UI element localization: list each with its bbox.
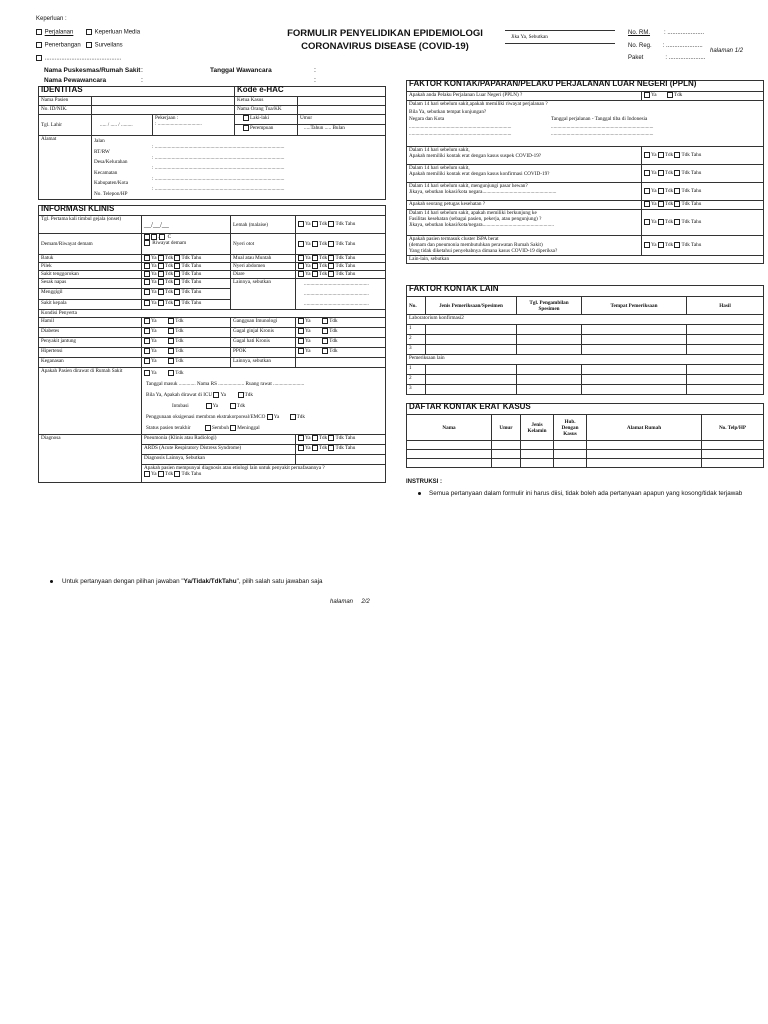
table-row[interactable]: 2 bbox=[407, 335, 764, 345]
batuk-label: Batuk bbox=[39, 255, 142, 263]
no-id-label: No. ID/NIK. bbox=[39, 106, 92, 115]
col-hubungan: Hub. Dengan Kasus bbox=[554, 415, 587, 441]
ppok-options[interactable]: Ya Tdk bbox=[296, 348, 386, 358]
tgl-wawancara-colon: : bbox=[314, 67, 316, 74]
diare-label: Diare bbox=[231, 271, 296, 279]
col-umur: Umur bbox=[492, 415, 521, 441]
nama-ortu-label: Nama Orang Tua/KK bbox=[235, 106, 298, 115]
tgl-lahir-label: Tgl. Lahir bbox=[39, 115, 92, 136]
col-jenis: Jenis Pemeriksaan/Spesimen bbox=[426, 297, 517, 315]
sakit-tenggorokan-options[interactable]: Ya Tdk Tdk Tahu bbox=[142, 271, 231, 279]
hati-options[interactable]: Ya Tdk bbox=[296, 338, 386, 348]
table-row[interactable] bbox=[407, 441, 764, 450]
table-row[interactable] bbox=[407, 459, 764, 468]
nyeri-otot-options[interactable]: Ya Tdk Tdk Tahu bbox=[296, 234, 386, 255]
tgl-gejala-label: Tgl. Pertama kali timbul gejala (onset) bbox=[39, 216, 142, 234]
hipertensi-label: Hipertensi bbox=[39, 348, 142, 358]
q-cluster-label: Apakah pasien termasuk cluster ISPA berat (demam dan pneumonia membutuhkan perawatan Rumah Sakit) Yang tidak diketahui penyebabnya dimana kasus COVID-19 diperiksa? bbox=[407, 236, 642, 256]
instruksi-text: Semua pertanyaan dalam formulir ini harus diisi, tidak boleh ada pertanyaan apapun yang kosong/tidak terjawab bbox=[418, 489, 748, 498]
q-lain-lain-label[interactable]: Lain-lain, sebutkan bbox=[407, 256, 764, 264]
opt-penerbangan[interactable]: Penerbangan bbox=[36, 42, 81, 50]
kontak-lain-title: FAKTOR KONTAK LAIN bbox=[407, 286, 764, 297]
sesak-label: Sesak napas bbox=[39, 279, 142, 289]
tgl-lahir-field[interactable]: ..... / ..... / .........Pekerjaan : : .................................. bbox=[92, 115, 235, 136]
table-row[interactable]: 3 bbox=[407, 345, 764, 355]
q-suspek-options[interactable]: Ya Tdk Tdk Tahu bbox=[642, 147, 764, 165]
kontak-erat-title: DAFTAR KONTAK ERAT KASUS bbox=[407, 404, 764, 415]
opt-surveilans[interactable]: Surveilans bbox=[86, 42, 123, 50]
ppok-label: PPOK bbox=[231, 348, 296, 358]
sakit-tenggorokan-label: Sakit tenggorokan bbox=[39, 271, 142, 279]
q-faskes-label: Dalam 14 hari sebelum sakit, apakah memiliki berkunjung ke Fasilitas kesehatan (sebagai pasien, pekerja, atau pengunjung) ? Jikaya, sebutkan lokasi/kota/negara....................................................... bbox=[407, 210, 642, 236]
imunologi-label: Gangguan Imunologi bbox=[231, 318, 296, 328]
pewawancara-label: Nama Pewawancara bbox=[44, 77, 107, 84]
alamat-label: Alamat bbox=[39, 136, 92, 200]
q-petugas-options[interactable]: Ya Tdk Tdk Tahu bbox=[642, 201, 764, 210]
q-riwayat-perjalanan[interactable]: Dalam 14 hari sebelum sakit,apakah memiliki riwayat perjalanan ? Bila Ya, sebutkan tempat kunjungan? Negara dan Kota Tanggal perjalanan - Tanggal tiba di Indonesia ............................................................................... ............................................................................... ............................................................................... ............................................................................... bbox=[407, 101, 764, 147]
faktor-section bbox=[406, 80, 768, 264]
col-telp: No. Telp/HP bbox=[702, 415, 764, 441]
table-row[interactable]: 1 bbox=[407, 325, 764, 335]
keperluan-label: Keperluan : bbox=[36, 16, 67, 22]
ards-options[interactable]: Ya Tdk Tdk Tahu bbox=[296, 445, 386, 455]
etiologi-field[interactable]: Apakah pasien mempunyai diagnosis atau etiologi lain untuk penyakit pernafasannya ? Ya Tdk Tdk Tahu bbox=[142, 465, 386, 483]
dirawat-label: Apakah Pasien dirawat di Rumah Sakit bbox=[39, 368, 142, 435]
opt-keperluan-media[interactable]: Keperluan Media bbox=[86, 29, 140, 37]
instruksi-title: INSTRUKSI : bbox=[406, 479, 442, 485]
lainnya-label: Lainnya, sebutkan bbox=[231, 279, 296, 310]
diabetes-options[interactable]: Ya Tdk bbox=[142, 328, 231, 338]
hamil-options[interactable]: Ya Tdk bbox=[142, 318, 231, 328]
batuk-options[interactable]: Ya Tdk Tdk Tahu bbox=[142, 255, 231, 263]
demam-field[interactable]: . C Riwayat demam bbox=[142, 234, 231, 255]
demam-label: Demam/Riwayat demam bbox=[39, 234, 142, 255]
ketua-kasus-field[interactable] bbox=[298, 97, 386, 106]
q-ppln-label: Apakah anda Pelaku Perjalanan Luar Negeri (PPLN) ? bbox=[407, 92, 642, 101]
alamat-field[interactable]: Jalan RT/RW Desa/Kelurahan Kecamatan Kabupaten/Kota No. Telepon/HP : .................................................................................................... : .................................................................................................... : .................................................................................................... : .................................................................................................... : .................................................................................................... bbox=[92, 136, 386, 200]
pilek-options[interactable]: Ya Tdk Tdk Tahu bbox=[142, 263, 231, 271]
jantung-label: Penyakit jantung bbox=[39, 338, 142, 348]
sakit-kepala-options[interactable]: Ya Tdk Tdk Tahu bbox=[142, 299, 231, 309]
q-pasar-hewan-options[interactable]: Ya Tdk Tdk Tahu bbox=[642, 183, 764, 201]
nama-pasien-field[interactable] bbox=[92, 97, 235, 106]
keganasan-options[interactable]: Ya Tdk bbox=[142, 358, 231, 368]
col-no: No. bbox=[407, 297, 426, 315]
pneumonia-label: Pneumonia (Klinis atau Radiologi) bbox=[142, 435, 296, 445]
col-tempat: Tempat Pemeriksaan bbox=[582, 297, 687, 315]
kontak-erat-section bbox=[406, 403, 768, 468]
col-tgl: Tgl. Pengambilan Spesimen bbox=[517, 297, 582, 315]
lab-konfirmasi-label: Laboratorium konfirmasi2 bbox=[407, 315, 764, 325]
kondisi-penyerta-label: Kondisi Penyerta bbox=[39, 310, 386, 318]
lainnya-kondisi-label: Lainnya, sebutkan bbox=[231, 358, 296, 368]
no-id-field[interactable] bbox=[92, 106, 235, 115]
klinis-section bbox=[38, 205, 386, 483]
hati-label: Gagal hati Kronis bbox=[231, 338, 296, 348]
diagnosa-label: Diagnosa bbox=[39, 435, 142, 483]
pilek-label: Pilek bbox=[39, 263, 142, 271]
lemah-options[interactable]: Ya Tdk Tdk Tahu bbox=[296, 216, 386, 234]
tgl-wawancara-label: Tanggal Wawancara bbox=[210, 67, 272, 74]
ketua-kasus-label: Ketua Kasus bbox=[235, 97, 298, 106]
paket-label: Paket : ...................... bbox=[628, 55, 706, 61]
puskesmas-colon: : bbox=[141, 67, 143, 74]
q-konfirmasi-label: Dalam 14 hari sebelum sakit, Apakah memiliki kontak erat dengan kasus konfirmasi COVID-19? bbox=[407, 165, 642, 183]
form-subtitle: CORONAVIRUS DISEASE (COVID-19) bbox=[301, 41, 469, 52]
ginjal-options[interactable]: Ya Tdk bbox=[296, 328, 386, 338]
no-rm-label: No. RM. : ...................... bbox=[628, 30, 705, 36]
nama-ortu-field[interactable] bbox=[298, 106, 386, 115]
nyeri-otot-label: Nyeri otot bbox=[231, 234, 296, 255]
diabetes-label: Diabetes bbox=[39, 328, 142, 338]
jantung-options[interactable]: Ya Tdk bbox=[142, 338, 231, 348]
faktor-title: FAKTOR KONTAK/PAPARAN/PELAKU PERJALANAN LUAR NEGERI (PPLN) bbox=[407, 81, 764, 92]
tgl-wawancara-colon-2: : bbox=[314, 77, 316, 84]
sakit-kepala-label: Sakit kepala bbox=[39, 299, 142, 309]
table-row[interactable] bbox=[407, 450, 764, 459]
klinis-title: INFORMASI KLINIS bbox=[39, 206, 386, 216]
jika-ya-box: Jika Ya, Sebutkan bbox=[505, 30, 615, 44]
mual-label: Mual atau Muntah bbox=[231, 255, 296, 263]
q-konfirmasi-options[interactable]: Ya Tdk Tdk Tahu bbox=[642, 165, 764, 183]
sesak-options[interactable]: Ya Tdk Tdk Tahu bbox=[142, 279, 231, 289]
kode-ehac-title: Kode e-HAC bbox=[235, 87, 386, 97]
lemah-label: Lemah (malaise) bbox=[231, 216, 296, 234]
jenis-kelamin-field[interactable]: Laki-laki Perempuan bbox=[235, 115, 298, 136]
pneumonia-options[interactable]: Ya Tdk Tdk Tahu bbox=[296, 435, 386, 445]
table-row[interactable]: 1 bbox=[407, 365, 764, 375]
opt-perjalanan[interactable]: Perjalanan bbox=[36, 29, 73, 37]
opt-lainnya[interactable]: .............................................. bbox=[36, 55, 121, 63]
table-row[interactable]: 3 bbox=[407, 385, 764, 395]
page-number-1: halaman 1/2 bbox=[710, 48, 744, 54]
tgl-gejala-field[interactable]: __/__/__ bbox=[142, 216, 231, 234]
puskesmas-label: Nama Puskesmas/Rumah Sakit bbox=[44, 67, 141, 74]
umur-field[interactable]: Umur .....Tahun ..... Bulan bbox=[298, 115, 386, 136]
pewawancara-colon: : bbox=[141, 77, 143, 84]
q-pasar-hewan-label: Dalam 14 hari sebelum sakit, mengunjungi pasar hewan? Jikaya, sebutkan lokasi/kota negara......................................................... bbox=[407, 183, 642, 201]
hamil-label: Hamil bbox=[39, 318, 142, 328]
q-ppln-options[interactable]: Ya Tdk bbox=[642, 92, 764, 101]
table-row[interactable]: 2 bbox=[407, 375, 764, 385]
diag-lain-label: Diagnosis Lainnya, Sebutkan bbox=[142, 455, 296, 465]
col-alamat: Alamat Rumah bbox=[587, 415, 702, 441]
mual-options[interactable]: Ya Tdk Tdk Tahu bbox=[296, 255, 386, 263]
col-hasil: Hasil bbox=[687, 297, 764, 315]
q-faskes-options[interactable]: Ya Tdk Tdk Tahu bbox=[642, 210, 764, 236]
identitas-section bbox=[38, 86, 386, 200]
col-nama: Nama bbox=[407, 415, 492, 441]
keganasan-label: Keganasan bbox=[39, 358, 142, 368]
q-petugas-label: Apakah seorang petugas kesehatan ? bbox=[407, 201, 642, 210]
q-suspek-label: Dalam 14 hari sebelum sakit, Apakah memiliki kontak erat dengan kasus suspek COVID-19? bbox=[407, 147, 642, 165]
ginjal-label: Gagal ginjal Kronis bbox=[231, 328, 296, 338]
lainnya-field[interactable]: .................................................. .................................................. .................................................. bbox=[296, 279, 386, 310]
menggigil-options[interactable]: Ya Tdk Tdk Tahu bbox=[142, 289, 231, 299]
identitas-title: IDENTITAS bbox=[39, 87, 235, 97]
kontak-lain-section bbox=[406, 285, 768, 395]
form-title: FORMULIR PENYELIDIKAN EPIDEMIOLOGI bbox=[287, 28, 483, 39]
nyeri-abdomen-label: Nyeri abdomen bbox=[231, 263, 296, 271]
col-jenis-kelamin: Jenis Kelamin bbox=[521, 415, 554, 441]
nama-pasien-label: Nama Pasien bbox=[39, 97, 92, 106]
bottom-note: Untuk pertanyaan dengan pilihan jawaban "Ya/Tidak/TdkTahu", pilih salah satu jawaban saja bbox=[50, 578, 323, 585]
hipertensi-options[interactable]: Ya Tdk bbox=[142, 348, 231, 358]
ards-label: ARDS (Acute Respiratory Distress Syndrome) bbox=[142, 445, 296, 455]
lainnya-kondisi-field[interactable] bbox=[296, 358, 386, 368]
diag-lain-field[interactable] bbox=[296, 455, 386, 465]
nyeri-abdomen-options[interactable]: Ya Tdk Tdk Tahu bbox=[296, 263, 386, 271]
imunologi-options[interactable]: Ya Tdk bbox=[296, 318, 386, 328]
no-reg-label: No. Reg. : ...................... bbox=[628, 43, 703, 49]
menggigil-label: Menggigil bbox=[39, 289, 142, 299]
page-number-2: halaman 2/2 bbox=[330, 599, 370, 605]
dirawat-field[interactable]: Ya Tdk Tanggal masuk ............. Nama RS .................... Ruang rawat ........................ Bila Ya, Apakah dirawat di ICU Ya Tdk Intubasi Ya Tdk Penggunaan oksigenasi membran ekstrakorporeal/EMCO Ya Tdk Status pasien terakhir Sembuh Meninggal bbox=[142, 368, 386, 435]
q-cluster-options[interactable]: Ya Tdk Tdk Tahu bbox=[642, 236, 764, 256]
diare-options[interactable]: Ya Tdk Tdk Tahu bbox=[296, 271, 386, 279]
pemeriksaan-lain-label: Pemeriksaan lain bbox=[407, 355, 764, 365]
